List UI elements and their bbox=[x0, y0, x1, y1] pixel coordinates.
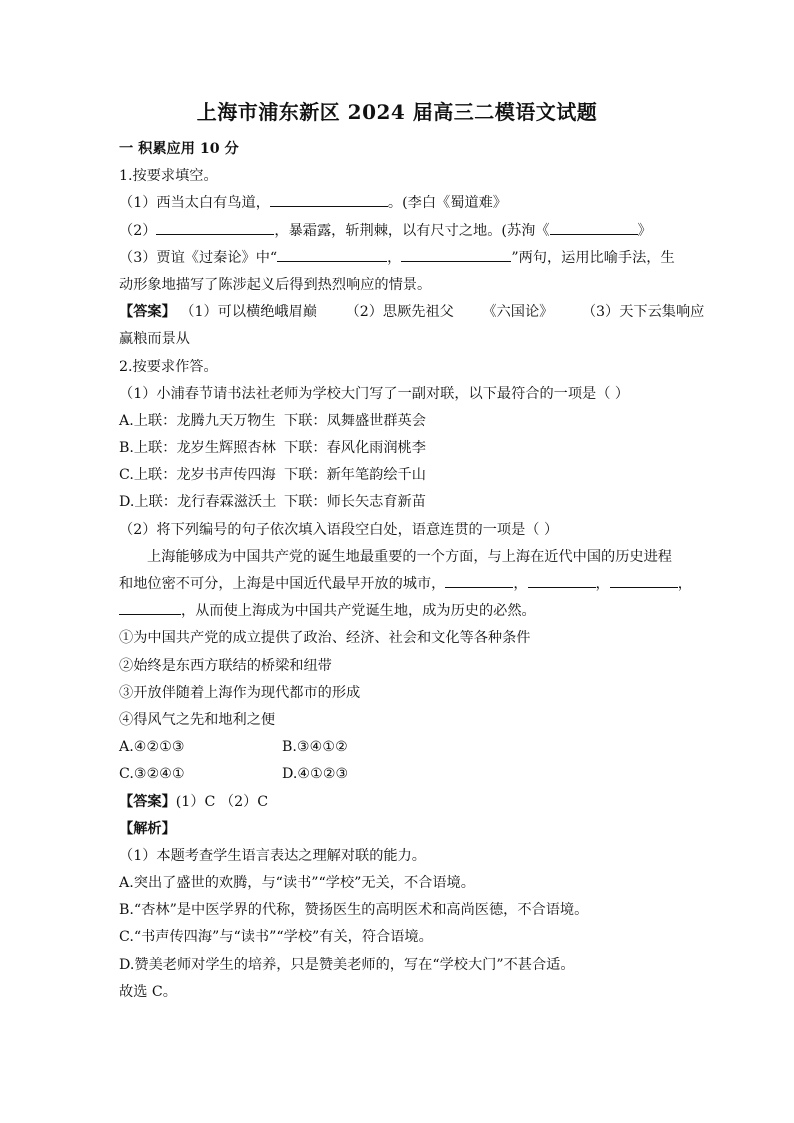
q2-answer-label: 【答案】 bbox=[119, 793, 176, 810]
sentence-item-4: ④得风气之先和地利之便 bbox=[119, 711, 276, 728]
q1-part3-line2: 动形象地描写了陈涉起义后得到热烈响应的情景。 bbox=[119, 276, 432, 293]
couplet-lower: 下联：春风化雨润桃李 bbox=[284, 440, 426, 457]
q1-part1-pre: （1）西当太白有鸟道， bbox=[119, 195, 270, 212]
q1-part2-pre: （2） bbox=[119, 222, 157, 239]
q2-part2: （2）将下列编号的句子依次填入语段空白处，语意连贯的一项是（ ） bbox=[119, 521, 559, 538]
q1-part3-blank-2 bbox=[401, 247, 511, 262]
q1-part1-blank bbox=[270, 192, 388, 207]
q2-answer bbox=[119, 789, 679, 816]
q1-answer-label: 【答案】 bbox=[119, 304, 176, 321]
paragraph-blank-2 bbox=[528, 573, 596, 588]
option-c: C.③②④① bbox=[119, 766, 185, 783]
paragraph-line-2 bbox=[119, 571, 692, 598]
q2-option-c bbox=[119, 462, 679, 489]
q1-part3-post: ”两句，运用比喻手法，生 bbox=[511, 249, 675, 266]
q1-part2-title-blank bbox=[550, 220, 638, 235]
comma: ， bbox=[513, 576, 528, 592]
couplet-lower: 下联：凤舞盛世群英会 bbox=[284, 412, 426, 429]
q1-part2-blank bbox=[156, 220, 274, 235]
comma: ， bbox=[677, 576, 692, 592]
q2-option-a bbox=[119, 408, 679, 435]
couplet-upper: B.上联：龙岁生辉照杏林 bbox=[119, 440, 276, 457]
q1-part1 bbox=[119, 190, 679, 217]
analysis-line-2: A.突出了盛世的欢腾，与“读书”“学校”无关，不合语境。 bbox=[119, 875, 475, 892]
section-heading: 一 积累应用 10 分 bbox=[119, 141, 239, 157]
couplet-lower: 下联：新年笔韵绘千山 bbox=[284, 467, 426, 484]
q1-part3-mid: ， bbox=[387, 249, 402, 266]
option-a: A.④②①③ bbox=[119, 739, 185, 756]
q1-part2-post: ，暴霜露，斩荆棘，以有尺寸之地。(苏洵《 bbox=[274, 222, 550, 239]
paragraph-blank-4 bbox=[119, 600, 181, 615]
q2-part1: （1）小浦春节请书法社老师为学校大门写了一副对联，以下最符合的一项是（ ） bbox=[119, 385, 630, 402]
page-title: 上海市浦东新区 2024 届高三二模语文试题 bbox=[196, 100, 598, 124]
analysis-line-1: （1）本题考查学生语言表达之理解对联的能力。 bbox=[119, 847, 426, 864]
paragraph-line-3 bbox=[119, 598, 679, 625]
paragraph-line-1: 上海能够成为中国共产党的诞生地最重要的一个方面，与上海在近代中国的历史进程 bbox=[147, 548, 672, 565]
sentence-item-1: ①为中国共产党的成立提供了政治、经济、社会和文化等各种条件 bbox=[119, 630, 531, 647]
q1-answer-d: （3）天下云集响应 bbox=[581, 304, 705, 321]
q2-options-row-1 bbox=[119, 734, 679, 761]
couplet-upper: A.上联：龙腾九天万物生 bbox=[119, 412, 276, 429]
q2-option-d bbox=[119, 489, 679, 516]
q1-answer bbox=[119, 299, 705, 326]
q1-part2 bbox=[119, 218, 679, 245]
option-b: B.③④①② bbox=[282, 739, 348, 756]
q1-part3-pre: （3）贾谊《过秦论》中“ bbox=[119, 249, 278, 266]
paragraph-blank-3 bbox=[610, 573, 678, 588]
option-d: D.④①②③ bbox=[282, 766, 349, 783]
q2-answer-text: (1）C （2）C bbox=[175, 793, 269, 810]
sentence-item-3: ③开放伴随着上海作为现代都市的形成 bbox=[119, 684, 361, 701]
q1-part3 bbox=[119, 245, 679, 272]
q1-part2-end: 》 bbox=[637, 222, 652, 239]
q1-answer-a: （1）可以横绝峨眉巅 bbox=[180, 304, 317, 321]
q1-answer-line2: 赢粮而景从 bbox=[119, 331, 190, 348]
q2-option-b bbox=[119, 435, 679, 462]
q1-part3-blank-1 bbox=[277, 247, 387, 262]
q1-answer-b: （2）思厥先祖父 bbox=[345, 304, 454, 321]
analysis-line-6: 故选 C。 bbox=[119, 983, 177, 1000]
comma: ， bbox=[595, 576, 610, 592]
q1-part1-post: 。(李白《蜀道难》 bbox=[387, 195, 507, 212]
paragraph-line-2-text: 和地位密不可分，上海是中国近代最早开放的城市， bbox=[119, 576, 446, 592]
analysis-line-5: D.赞美老师对学生的培养，只是赞美老师的，写在“学校大门”不甚合适。 bbox=[119, 956, 575, 973]
q1-stem: 1.按要求填空。 bbox=[119, 168, 218, 185]
sentence-item-2: ②始终是东西方联结的桥梁和纽带 bbox=[119, 657, 332, 674]
paragraph-line-3-text: ，从而使上海成为中国共产党诞生地，成为历史的必然。 bbox=[181, 603, 536, 620]
q2-stem: 2.按要求作答。 bbox=[119, 358, 218, 375]
q1-answer-c: 《六国论》 bbox=[482, 304, 554, 321]
document-body bbox=[119, 136, 705, 1006]
analysis-line-4: C.“书声传四海”与“读书”“学校”有关，符合语境。 bbox=[119, 929, 433, 946]
couplet-upper: C.上联：龙岁书声传四海 bbox=[119, 467, 276, 484]
q2-options-row-2 bbox=[119, 761, 679, 788]
couplet-lower: 下联：师长矢志育新苗 bbox=[284, 494, 426, 511]
couplet-upper: D.上联：龙行春霖滋沃土 bbox=[119, 494, 277, 511]
analysis-label: 【解析】 bbox=[119, 820, 176, 837]
paragraph-blank-1 bbox=[445, 573, 513, 588]
analysis-line-3: B.“杏林”是中医学界的代称，赞扬医生的高明医术和高尚医德，不合语境。 bbox=[119, 902, 589, 919]
